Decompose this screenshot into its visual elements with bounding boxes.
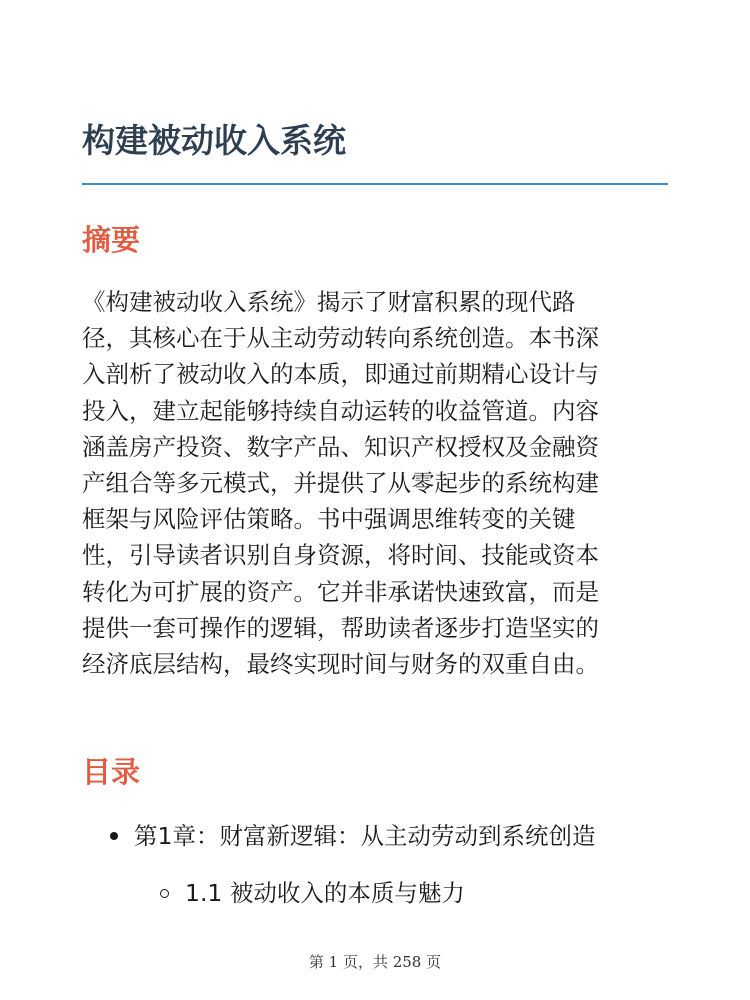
abstract-line: 经济底层结构，最终实现时间与财务的双重自由。: [82, 650, 599, 679]
abstract-line: 框架与风险评估策略。书中强调思维转变的关键: [82, 505, 576, 534]
book-title: 构建被动收入系统: [82, 121, 346, 160]
page-number: 第 1 页，共 258 页: [308, 953, 442, 971]
abstract-line: 投入，建立起能够持续自动运转的收益管道。内容: [82, 396, 599, 425]
abstract-line: 转化为可扩展的资产。它并非承诺快速致富，而是: [82, 577, 599, 606]
toc-chapter-item[interactable]: [110, 820, 595, 852]
abstract-line: 提供一套可操作的逻辑，帮助读者逐步打造坚实的: [82, 613, 599, 642]
toc-chapter-label: 第1章：财富新逻辑：从主动劳动到系统创造: [134, 822, 596, 850]
abstract-paragraph: [82, 284, 672, 682]
bullet-circle-icon: [160, 889, 169, 898]
bullet-disc-icon: [110, 832, 118, 840]
abstract-line: 径，其核心在于从主动劳动转向系统创造。本书深: [82, 324, 599, 353]
abstract-line: 《构建被动收入系统》揭示了财富积累的现代路: [82, 288, 576, 316]
toc-section-item[interactable]: [160, 877, 465, 909]
abstract-line: 产组合等多元模式，并提供了从零起步的系统构建: [82, 469, 599, 498]
title-divider: [82, 183, 668, 185]
toc-section-label: 1.1 被动收入的本质与魅力: [185, 879, 465, 907]
abstract-line: 入剖析了被动收入的本质，即通过前期精心设计与: [82, 360, 599, 389]
abstract-line: 涵盖房产投资、数字产品、知识产权授权及金融资: [82, 432, 599, 461]
abstract-heading: 摘要: [82, 223, 141, 257]
toc-heading: 目录: [82, 755, 141, 789]
abstract-line: 性，引导读者识别自身资源，将时间、技能或资本: [82, 541, 599, 570]
